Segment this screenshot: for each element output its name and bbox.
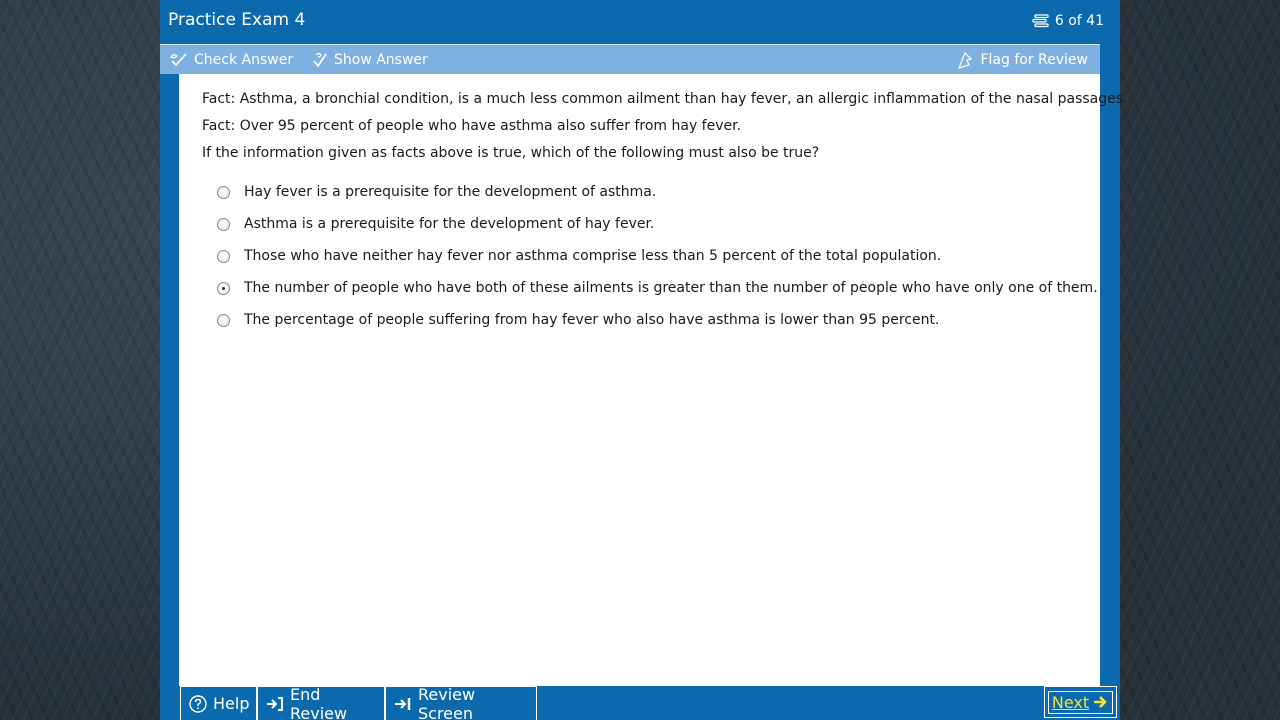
next-button-inner	[1048, 691, 1113, 714]
answer-option-text: Asthma is a prerequisite for the development of hay fever.	[244, 216, 655, 232]
check-answer-icon	[170, 52, 188, 68]
radio-button[interactable]	[217, 186, 230, 199]
answer-option-e[interactable]	[217, 309, 939, 331]
question-stem-fact-1: Fact: Asthma, a bronchial condition, is a much less common ailment than hay fever, an allergic inflammation of the nasal passages.	[202, 91, 1128, 107]
counter-text: 6 of 41	[1054, 13, 1104, 29]
radio-button[interactable]	[217, 250, 230, 263]
exam-title: Practice Exam 4	[168, 10, 306, 30]
answer-option-b[interactable]	[217, 213, 654, 235]
flag-icon	[956, 51, 974, 69]
check-answer-label: Check Answer	[194, 52, 294, 68]
radio-button[interactable]	[217, 314, 230, 327]
answer-option-text: The number of people who have both of these ailments is greater than the number of people who have only one of them.	[244, 280, 1098, 296]
arrow-to-bar-icon	[394, 696, 412, 712]
end-review-label: End Review	[290, 684, 348, 720]
end-review-icon	[266, 696, 284, 712]
end-review-button[interactable]	[257, 686, 385, 720]
help-button[interactable]	[180, 686, 257, 720]
list-stack-icon	[1031, 14, 1049, 28]
show-answer-label: Show Answer	[334, 52, 428, 68]
question-panel	[179, 74, 1128, 686]
review-screen-button[interactable]	[385, 686, 537, 720]
next-label: Next	[1051, 692, 1090, 712]
footer-bar	[160, 686, 1120, 720]
show-answer-icon	[312, 52, 328, 68]
title-bar	[160, 0, 1120, 42]
arrow-right-icon	[1093, 694, 1109, 710]
answer-option-text: Those who have neither hay fever nor asthma comprise less than 5 percent of the total population.	[244, 248, 942, 264]
radio-button[interactable]	[217, 218, 230, 231]
check-answer-button[interactable]	[170, 45, 293, 75]
question-prompt: If the information given as facts above is true, which of the following must also be true?	[202, 145, 820, 161]
help-label: Help	[213, 694, 250, 713]
answer-option-d[interactable]	[217, 277, 1098, 299]
answer-option-c[interactable]	[217, 245, 941, 267]
answer-option-a[interactable]	[217, 181, 656, 203]
exam-window	[160, 0, 1128, 720]
radio-button-selected[interactable]	[217, 282, 230, 295]
question-stem-fact-2: Fact: Over 95 percent of people who have asthma also suffer from hay fever.	[202, 118, 742, 134]
answer-option-text: The percentage of people suffering from hay fever who also have asthma is lower than 95 percent.	[244, 312, 940, 328]
flag-for-review-button[interactable]	[956, 45, 1088, 75]
flag-for-review-label: Flag for Review	[980, 52, 1088, 68]
help-icon	[189, 695, 207, 713]
answer-option-text: Hay fever is a prerequisite for the development of asthma.	[244, 184, 657, 200]
next-button[interactable]	[1044, 686, 1117, 718]
toolbar	[160, 44, 1100, 74]
show-answer-button[interactable]	[312, 45, 428, 75]
review-screen-label: Review Screen	[418, 684, 476, 720]
question-counter	[1031, 13, 1104, 29]
